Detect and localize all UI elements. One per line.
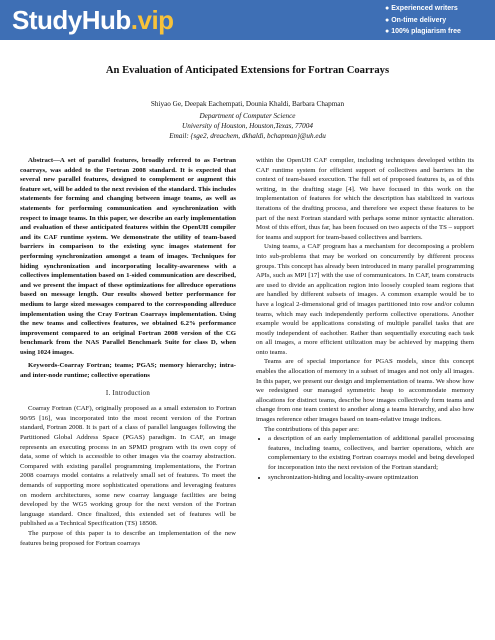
- affiliation-department: Department of Computer Science: [199, 112, 296, 120]
- paper-authors: Shiyao Ge, Deepak Eachempati, Dounia Khaldi, Barbara Chapman: [150, 100, 345, 108]
- body-paragraph: within the OpenUH CAF compiler, including techniques developed within its CAF runtime system for efficient support of collectives and barriers in the context of team-based execution. The full set of proposed features is, as of this writing, in the drafting stage [4]. We have focused in this work on the implementation of features for which the description has stabilized in various iterations of the drafting process, and therefore we expect these features to be part of the next Fortran standard with perhaps some minor syntactic alteration. Most of this effort, thus far, has been focused on two aspects of the TS – support for teams and support for team-based collectives and barriers.: [256, 157, 474, 241]
- left-column: [20, 156, 236, 548]
- ad-banner[interactable]: [0, 0, 495, 40]
- check-icon: ●: [385, 28, 390, 35]
- list-item: • a description of an early implementation of additional parallel processing features, including teams, collectives, and barrier operations, which are complementary to the existing Fortran coarrays model and being developed for incorporation into the next revision of the Fortran standard;: [268, 434, 474, 472]
- contributions-list: [256, 434, 474, 482]
- studyhub-logo[interactable]: [12, 4, 174, 36]
- abstract: Abstract—A set of parallel features, broadly referred to as Fortran coarrays, was added to the Fortran 2008 standard. It is expected that several new parallel features, designed to complement or augment this feature set, will be added to the next revision of the standard. This includes statements for forming and changing between image teams, as well as statements for performing communication and synchronization with respect to image teams. In this paper, we describe an early implementation and evaluation of these anticipated features within the OpenUH compiler and its CAF runtime system. We demonstrate the utility of team-based barriers in comparison to the existing sync images statement for performing synchronization amongst a team of images. Techniques for hiding synchronization and incorporating locality-awareness with a collectives implementation based on 1-sided communication are described, and we present the impact of these optimizations for allreduce operations based on message length. Our results showed better performance for medium to large sized messages compared to the corresponding allreduce implementation using the Cray Fortran Coarrays implementation. Using the new teams and collectives features, we obtained 6.2% performance improvement compared to an original Fortran 2008 version of the CG benchmark from the NAS Parallel Benchmark Suite for class D, when using 1024 images.: [20, 157, 236, 356]
- body-paragraph: Teams are of special importance for PGAS models, since this concept enables the allocation of memory in a subset of images and not only all images. In this paper, we present our design and implementation of teams. We show how we redesigned our managed symmetric heap to accommodate memory allocations for distinct teams, describe how images collectively form teams and change from one team context to another along a teams hierarchy, and also how images reference other images based on team-relative image indices.: [256, 358, 474, 424]
- feature-item: ● 100% plagiarism free: [385, 28, 461, 35]
- right-column: [256, 156, 474, 482]
- paper-title: An Evaluation of Anticipated Extensions for Fortran Coarrays: [105, 65, 390, 76]
- paper-affiliation: [0, 111, 495, 141]
- keywords: Keywords-Coarray Fortran; teams; PGAS; memory hierarchy; intra- and inter-node runtime; collective operations: [20, 362, 236, 380]
- feature-item: ● Experienced writers: [385, 5, 458, 12]
- check-icon: ●: [385, 16, 390, 24]
- list-item: • synchronization-hiding and locality-aware optimization: [268, 473, 474, 483]
- logo-suffix-text: .vip: [130, 5, 174, 35]
- intro-paragraph: The purpose of this paper is to describe an implementation of the new features being proposed for Fortran coarrays: [20, 529, 236, 547]
- body-paragraph: Using teams, a CAF program has a mechanism for decomposing a problem into sub-problems that may be worked on concurrently by different process groups. This concept has already been introduced in many parallel programming APIs, such as MPI [17] with the use of communicators. In CAF, team constructs are used to divide an application region into loosely coupled team regions that are handled by different subsets of images. A common example would be to have a logical 2-dimensional grid of images partitioned into row and/or column teams, which may each independently perform collective operations. Another example would be applications consisting of multiple parallel tasks that are mostly independent of eachother. Rather than sequentially executing each task on all images, a more efficient utilization may be achieved by mapping them onto teams.: [256, 243, 474, 356]
- logo-main-text: StudyHub: [12, 5, 131, 35]
- section-heading: I. Introduction: [105, 389, 151, 397]
- intro-paragraph: Coarray Fortran (CAF), originally proposed as a small extension to Fortran 90/95 [16], was incorporated into the most recent version of the Fortran standard, Fortran 2008. It is part of a class of parallel languages following the Partitioned Global Address Space (PGAS) paradigm. In CAF, an image represents an executing process in an SPMD program with its own copy of data, some of which is accessible to other images via the coarray abstraction. Compared with existing parallel programming implementations, the Fortran 2008 coarrays model contains a relatively small set of features. To meet the demands of supporting more sophisticated operations and leveraging features on modern architectures, some new coarray language facilities are being developed by the WG5 working group for the next version of the Fortran language standard. Once finalized, this extended set of features will be published as a Technical Specification (TS) 18508.: [20, 405, 236, 528]
- affiliation-university: University of Houston, Houston,Texas, 77004: [182, 122, 313, 130]
- check-icon: ●: [385, 5, 390, 12]
- feature-list: [385, 3, 493, 38]
- body-paragraph: The contributions of this paper are:: [264, 425, 360, 433]
- affiliation-email: Email: {sge2, dreachem, dkhaldi, bchapman}@uh.edu: [169, 132, 326, 140]
- feature-item: ● On-time delivery: [385, 16, 447, 24]
